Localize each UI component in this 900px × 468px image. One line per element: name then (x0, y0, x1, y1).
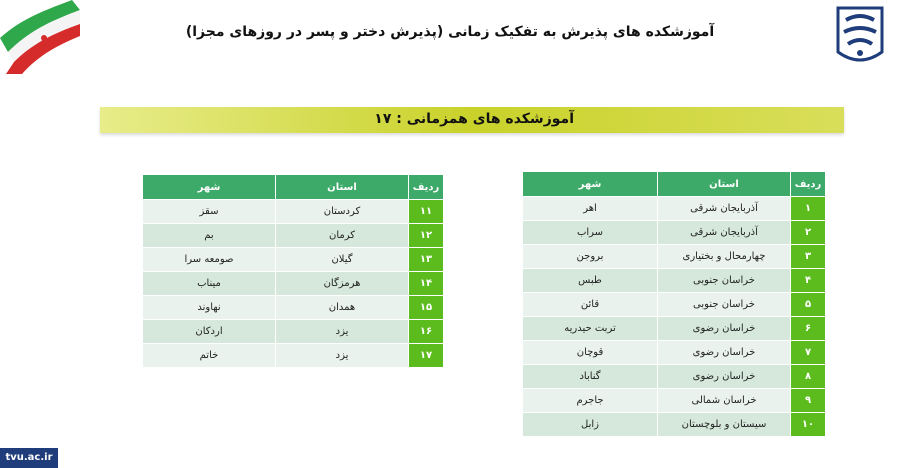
cell-province: کرمان (276, 224, 409, 248)
cell-city: قوچان (523, 341, 658, 365)
cell-province: خراسان شمالی (658, 389, 791, 413)
cell-idx: ۱ (791, 197, 826, 221)
cell-province: آذربایجان شرقی (658, 221, 791, 245)
cell-idx: ۲ (791, 221, 826, 245)
cell-city: نهاوند (143, 296, 276, 320)
cell-idx: ۷ (791, 341, 826, 365)
cell-city: زابل (523, 413, 658, 437)
cell-city: بم (143, 224, 276, 248)
cell-city: اهر (523, 197, 658, 221)
table-header-row (143, 175, 444, 200)
cell-province: خراسان رضوی (658, 317, 791, 341)
table-row (523, 197, 826, 221)
col-header-province: استان (276, 175, 409, 200)
cell-city: طبس (523, 269, 658, 293)
cell-idx: ۹ (791, 389, 826, 413)
cell-province: یزد (276, 320, 409, 344)
table-row (143, 200, 444, 224)
table-row (143, 296, 444, 320)
cell-province: چهارمحال و بختیاری (658, 245, 791, 269)
cell-idx: ۱۴ (409, 272, 444, 296)
cell-idx: ۱۵ (409, 296, 444, 320)
table-header-row (523, 172, 826, 197)
col-header-city: شهر (523, 172, 658, 197)
table-right-body (523, 197, 826, 437)
cell-idx: ۳ (791, 245, 826, 269)
cell-province: هرمزگان (276, 272, 409, 296)
col-header-city: شهر (143, 175, 276, 200)
cell-province: گیلان (276, 248, 409, 272)
section-banner (100, 107, 844, 133)
cell-idx: ۱۶ (409, 320, 444, 344)
cell-city: خاتم (143, 344, 276, 368)
cell-city: قائن (523, 293, 658, 317)
page-title: آموزشکده های پذیرش به تفکیک زمانی (پذیرش دختر و پسر در روزهای مجزا) (185, 24, 715, 40)
table-row (523, 365, 826, 389)
cell-city: سقز (143, 200, 276, 224)
cell-idx: ۸ (791, 365, 826, 389)
table-left (142, 174, 444, 368)
table-row (143, 272, 444, 296)
col-header-province: استان (658, 172, 791, 197)
website-footer[interactable]: tvu.ac.ir (0, 448, 58, 468)
banner-title: آموزشکده های همزمانی : ۱۷ (374, 111, 574, 127)
cell-province: سیستان و بلوچستان (658, 413, 791, 437)
table-right (522, 171, 826, 437)
cell-idx: ۵ (791, 293, 826, 317)
table-row (523, 293, 826, 317)
cell-city: صومعه سرا (143, 248, 276, 272)
cell-idx: ۱۲ (409, 224, 444, 248)
iran-flag-icon (0, 0, 80, 74)
cell-province: آذربایجان شرقی (658, 197, 791, 221)
col-header-idx: ردیف (791, 172, 826, 197)
cell-city: میناب (143, 272, 276, 296)
cell-city: اردکان (143, 320, 276, 344)
table-row (143, 320, 444, 344)
cell-province: خراسان جنوبی (658, 293, 791, 317)
col-header-idx: ردیف (409, 175, 444, 200)
cell-city: تربت حیدریه (523, 317, 658, 341)
cell-province: همدان (276, 296, 409, 320)
cell-city: جاجرم (523, 389, 658, 413)
table-row (523, 389, 826, 413)
table-left-body (143, 200, 444, 368)
cell-province: خراسان رضوی (658, 365, 791, 389)
table-row (143, 248, 444, 272)
cell-province: خراسان جنوبی (658, 269, 791, 293)
table-row (143, 344, 444, 368)
table-row (523, 413, 826, 437)
table-row (523, 221, 826, 245)
table-row (523, 269, 826, 293)
cell-province: کردستان (276, 200, 409, 224)
cell-idx: ۱۳ (409, 248, 444, 272)
cell-province: خراسان رضوی (658, 341, 791, 365)
cell-city: گناباد (523, 365, 658, 389)
university-logo (834, 6, 886, 66)
table-row (523, 341, 826, 365)
table-row (523, 245, 826, 269)
table-row (523, 317, 826, 341)
cell-idx: ۱۰ (791, 413, 826, 437)
cell-idx: ۱۱ (409, 200, 444, 224)
cell-city: بروجن (523, 245, 658, 269)
cell-province: یزد (276, 344, 409, 368)
cell-city: سراب (523, 221, 658, 245)
cell-idx: ۴ (791, 269, 826, 293)
table-row (143, 224, 444, 248)
cell-idx: ۱۷ (409, 344, 444, 368)
cell-idx: ۶ (791, 317, 826, 341)
